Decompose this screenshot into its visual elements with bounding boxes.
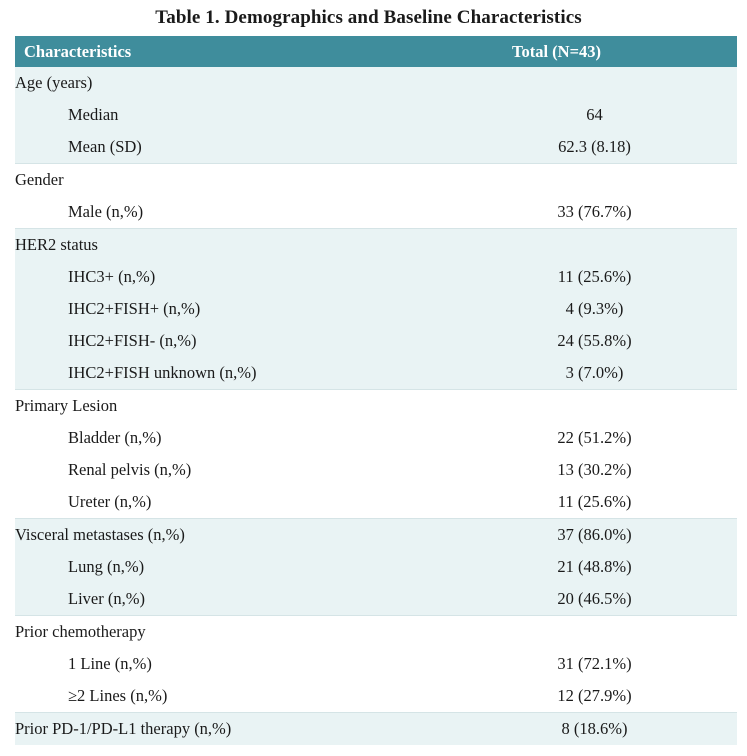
row-sublabel: IHC2+FISH- (n,%) <box>15 325 452 357</box>
row-category-label: Age (years) <box>15 67 452 99</box>
table-row <box>15 325 737 357</box>
table-row <box>15 648 737 680</box>
demographics-table <box>15 36 737 745</box>
row-sublabel: 1 Line (n,%) <box>15 648 452 680</box>
row-value: 8 (18.6%) <box>452 713 737 746</box>
row-value <box>452 616 737 649</box>
table-row <box>15 551 737 583</box>
table-row <box>15 196 737 229</box>
table-row <box>15 390 737 423</box>
row-sublabel: ≥2 Lines (n,%) <box>15 680 452 713</box>
table-row <box>15 131 737 164</box>
row-sublabel: Liver (n,%) <box>15 583 452 616</box>
row-category-label: Prior PD-1/PD-L1 therapy (n,%) <box>15 713 452 746</box>
row-value <box>452 229 737 262</box>
row-sublabel: Ureter (n,%) <box>15 486 452 519</box>
row-sublabel: Bladder (n,%) <box>15 422 452 454</box>
row-value <box>452 390 737 423</box>
row-value: 62.3 (8.18) <box>452 131 737 164</box>
row-sublabel: Renal pelvis (n,%) <box>15 454 452 486</box>
table-row <box>15 67 737 99</box>
table-row <box>15 616 737 649</box>
row-value: 21 (48.8%) <box>452 551 737 583</box>
row-category-label: Gender <box>15 164 452 197</box>
row-value <box>452 164 737 197</box>
table-title: Table 1. Demographics and Baseline Characteristics <box>155 7 582 28</box>
table-header-row <box>15 36 737 67</box>
row-value: 31 (72.1%) <box>452 648 737 680</box>
row-value: 33 (76.7%) <box>452 196 737 229</box>
table-row <box>15 486 737 519</box>
row-category-label: Primary Lesion <box>15 390 452 423</box>
row-category-label: Visceral metastases (n,%) <box>15 519 452 552</box>
row-value: 20 (46.5%) <box>452 583 737 616</box>
row-value: 3 (7.0%) <box>452 357 737 390</box>
row-value: 13 (30.2%) <box>452 454 737 486</box>
table-row <box>15 583 737 616</box>
row-sublabel: Male (n,%) <box>15 196 452 229</box>
table-row <box>15 422 737 454</box>
row-value: 37 (86.0%) <box>452 519 737 552</box>
table-row <box>15 519 737 552</box>
row-value: 22 (51.2%) <box>452 422 737 454</box>
row-category-label: Prior chemotherapy <box>15 616 452 649</box>
column-header-characteristics: Characteristics <box>15 36 452 67</box>
table-row <box>15 454 737 486</box>
table-row <box>15 293 737 325</box>
table-row <box>15 99 737 131</box>
row-sublabel: Median <box>15 99 452 131</box>
table-row <box>15 357 737 390</box>
row-value: 11 (25.6%) <box>452 486 737 519</box>
row-value: 24 (55.8%) <box>452 325 737 357</box>
column-header-total: Total (N=43) <box>452 36 737 67</box>
table-row <box>15 713 737 746</box>
table-body <box>15 67 737 745</box>
row-value: 4 (9.3%) <box>452 293 737 325</box>
table-row <box>15 229 737 262</box>
table-row <box>15 261 737 293</box>
row-sublabel: IHC2+FISH unknown (n,%) <box>15 357 452 390</box>
row-category-label: HER2 status <box>15 229 452 262</box>
table-row <box>15 680 737 713</box>
row-sublabel: Lung (n,%) <box>15 551 452 583</box>
row-value: 12 (27.9%) <box>452 680 737 713</box>
row-value <box>452 67 737 99</box>
row-value: 11 (25.6%) <box>452 261 737 293</box>
table-row <box>15 164 737 197</box>
row-sublabel: IHC2+FISH+ (n,%) <box>15 293 452 325</box>
row-sublabel: IHC3+ (n,%) <box>15 261 452 293</box>
row-sublabel: Mean (SD) <box>15 131 452 164</box>
row-value: 64 <box>452 99 737 131</box>
